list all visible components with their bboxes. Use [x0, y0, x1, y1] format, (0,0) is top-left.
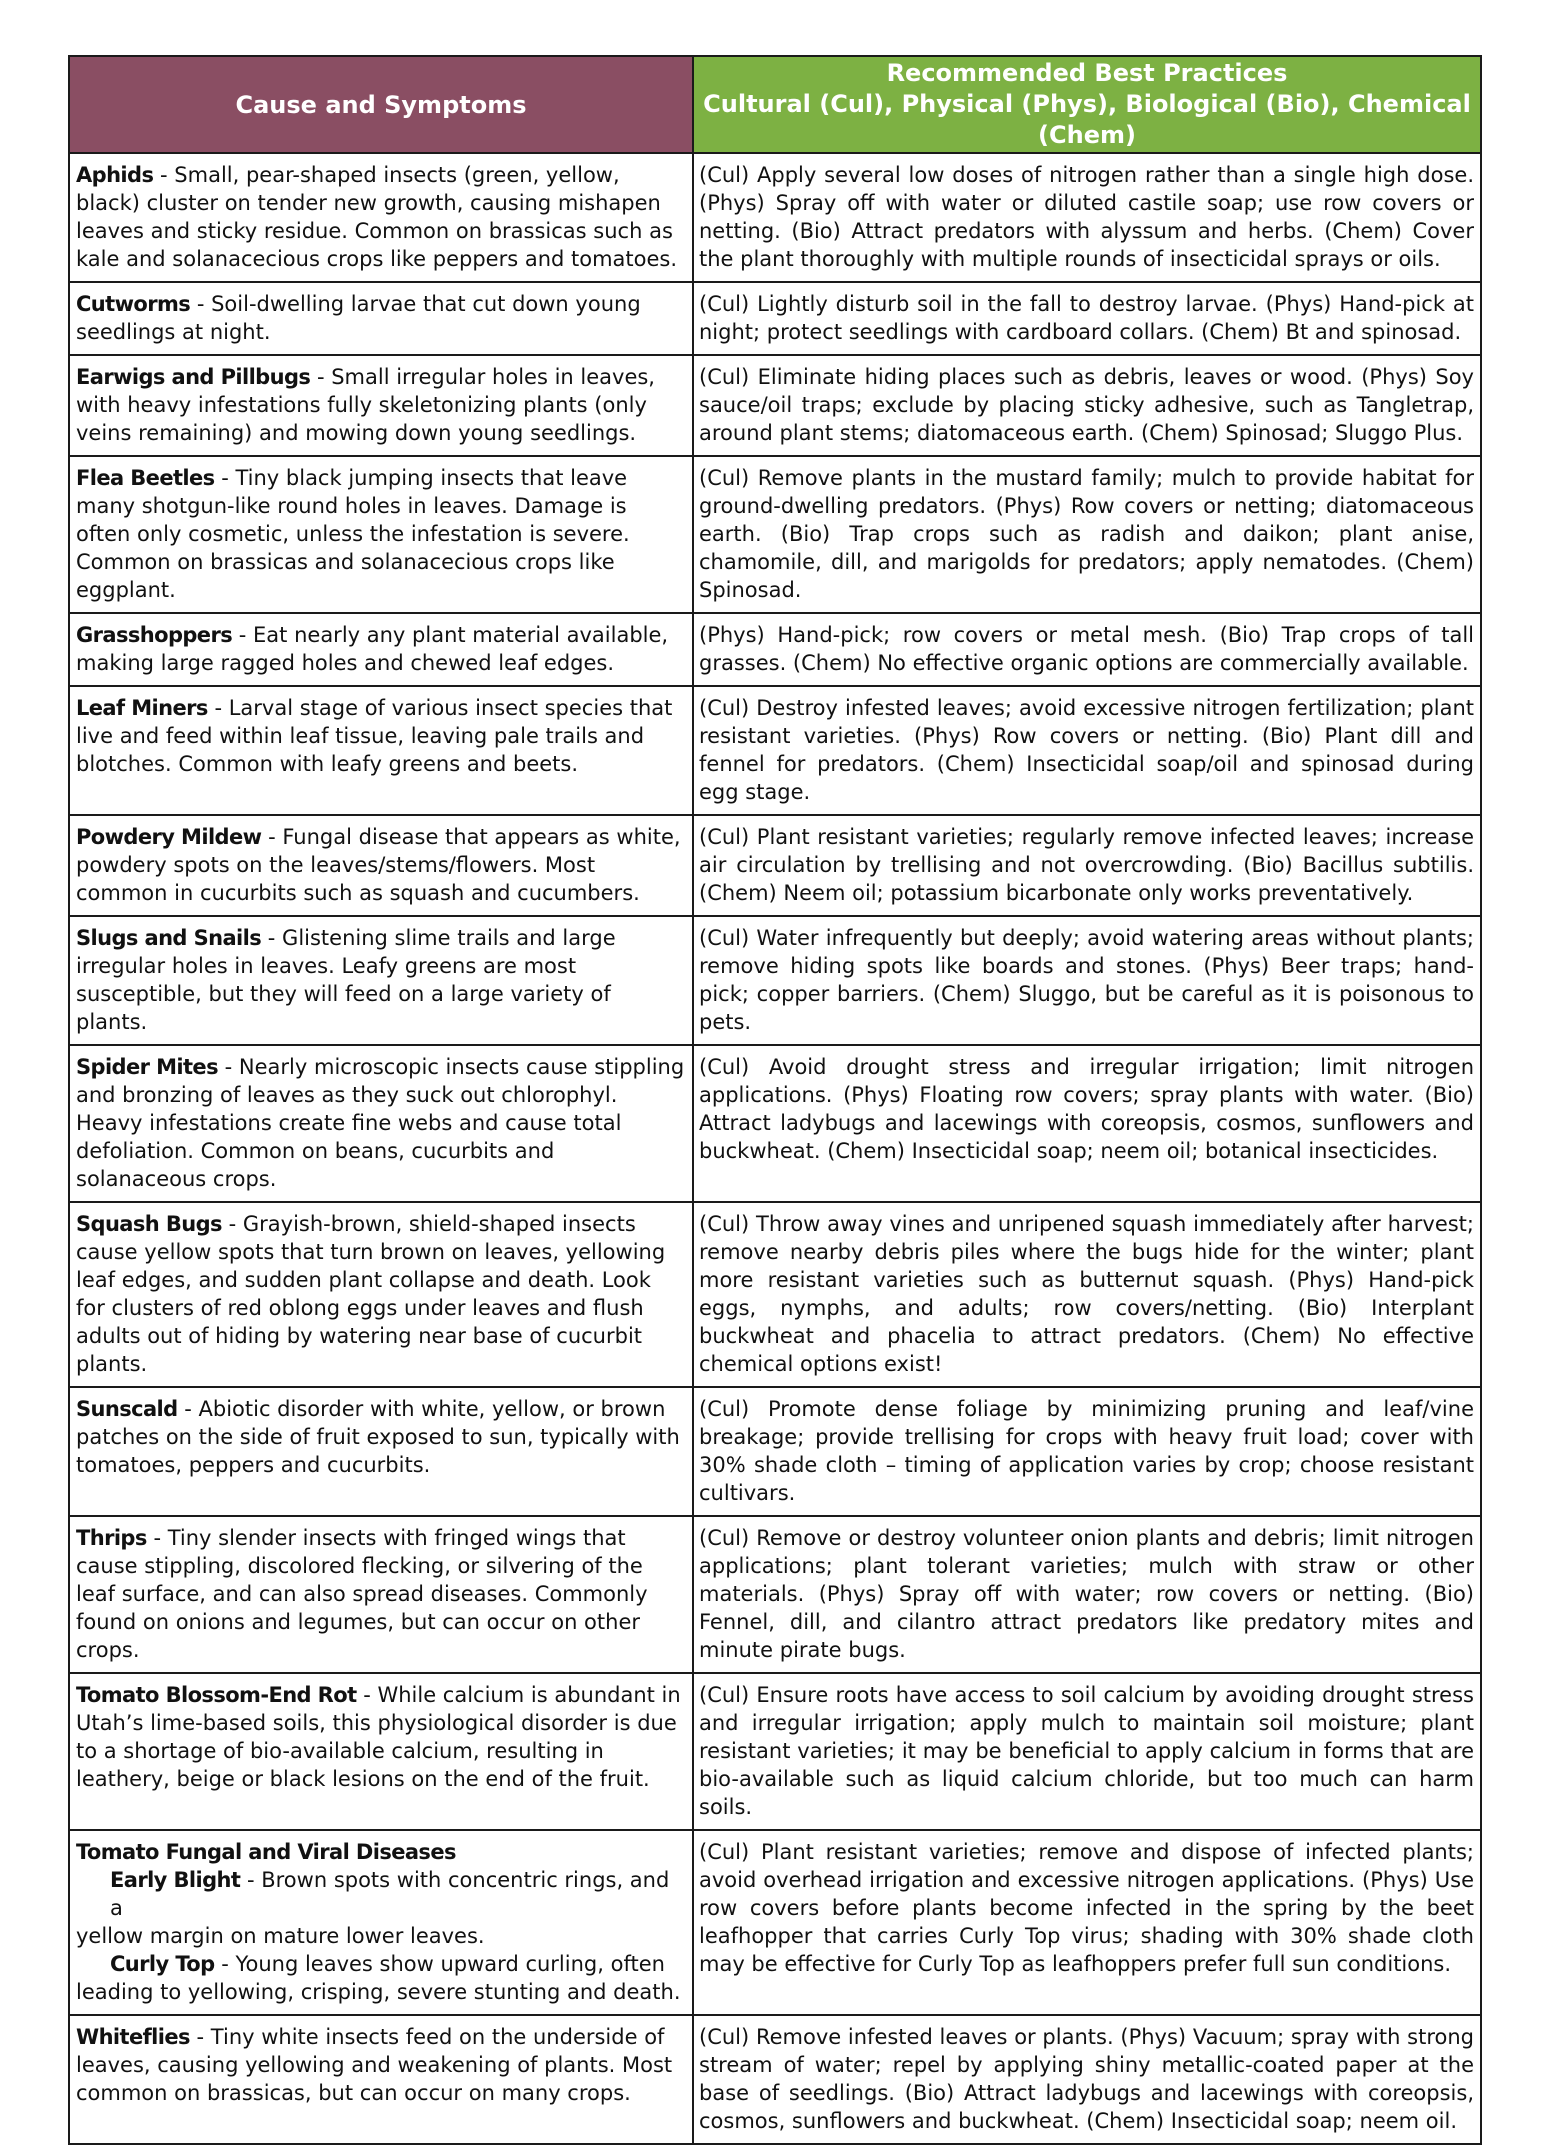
table-row — [69, 1202, 1481, 1387]
table-row — [69, 282, 1481, 355]
practices-cell: (Cul) Plant resistant varieties; remove and dispose of infected plants; avoid overhead irrigation and excessive nitrogen applications. (Phys) Use row covers before plants become infected in the spring by the beet leafhopper that carries Curly Top virus; shading with 30% shade cloth may be effective for Curly Top as leafhoppers prefer full sun conditions. — [693, 1830, 1481, 2015]
subitem-text-continued: leading to yellowing, crisping, severe stunting and death. — [76, 1980, 681, 2004]
pest-symptoms: - Grayish-brown, shield-shaped insects cause yellow spots that turn brown on leaves, yellowing leaf edges, and sudden plant collapse and death. Look for clusters of red oblong eggs under leaves and flush adults out of hiding by watering near base of cucurbit plants. — [76, 1212, 666, 1376]
pest-symptoms: - Tiny slender insects with fringed wings that cause stippling, discolored flecking, or silvering of the leaf surface, and can also spread diseases. Commonly found on onions and legumes, but can occur on other crops. — [76, 1526, 648, 1662]
pest-name: Tomato Fungal and Viral Diseases — [76, 1840, 456, 1864]
practices-cell: (Cul) Avoid drought stress and irregular irrigation; limit nitrogen applications. (Phys) Floating row covers; spray plants with water. (Bio) Attract ladybugs and lacewings with coreopsis, cosmos, sunflowers and buckwheat. (Chem) Insecticidal soap; neem oil; botanical insecticides. — [693, 1045, 1481, 1202]
pest-symptoms: - Tiny white insects feed on the underside of leaves, causing yellowing and weakening of plants. Most common on brassicas, but can occur on many crops. — [76, 2025, 673, 2105]
practices-cell: (Cul) Destroy infested leaves; avoid excessive nitrogen fertilization; plant resistant varieties. (Phys) Row covers or netting. (Bio) Plant dill and fennel for predators. (Chem) Insecticidal soap/oil and spinosad during egg stage. — [693, 686, 1481, 815]
table-row — [69, 153, 1481, 282]
pest-name: Squash Bugs — [76, 1212, 222, 1236]
pest-symptoms: - Eat nearly any plant material available, making large ragged holes and chewed leaf edges. — [76, 623, 669, 675]
pest-symptoms: - Larval stage of various insect species that live and feed within leaf tissue, leaving pale trails and blotches. Common with leafy greens and beets. — [76, 696, 673, 776]
pest-name: Flea Beetles — [76, 466, 215, 490]
pest-symptoms: - Abiotic disorder with white, yellow, or brown patches on the side of fruit exposed to sun, typically with tomatoes, peppers and cucurbits. — [76, 1397, 680, 1477]
practices-cell: (Cul) Remove or destroy volunteer onion plants and debris; limit nitrogen applications; plant tolerant varieties; mulch with straw or other materials. (Phys) Spray off with water; row covers or netting. (Bio) Fennel, dill, and cilantro attract predators like predatory mites and minute pirate bugs. — [693, 1516, 1481, 1673]
pest-name: Aphids — [76, 163, 154, 187]
table-row — [69, 355, 1481, 456]
table-row — [69, 456, 1481, 613]
cause-cell — [69, 1202, 693, 1387]
pest-symptoms: - Small, pear-shaped insects (green, yellow, black) cluster on tender new growth, causing mishapen leaves and sticky residue. Common on brassicas such as kale and solanacecious crops like peppers and tomatoes. — [76, 163, 678, 271]
header-best-practices — [693, 56, 1481, 153]
table-row — [69, 1045, 1481, 1202]
pest-name: Tomato Blossom-End Rot — [76, 1683, 357, 1707]
pest-name: Whiteflies — [76, 2025, 190, 2049]
pest-name: Thrips — [76, 1526, 147, 1550]
table-row — [69, 1830, 1481, 2015]
cause-cell — [69, 282, 693, 355]
cause-cell — [69, 1516, 693, 1673]
table-row — [69, 686, 1481, 815]
cause-cell — [69, 153, 693, 282]
practices-cell: (Cul) Remove infested leaves or plants. (Phys) Vacuum; spray with strong stream of water; repel by applying shiny metallic-coated paper at the base of seedlings. (Bio) Attract ladybugs and lacewings with coreopsis, cosmos, sunflowers and buckwheat. (Chem) Insecticidal soap; neem oil. — [693, 2015, 1481, 2144]
table-row — [69, 916, 1481, 1045]
pest-name: Leaf Miners — [76, 696, 208, 720]
subitem-text: - Brown spots with concentric rings, and a — [110, 1868, 670, 1920]
pest-name: Powdery Mildew — [76, 825, 262, 849]
subitem-early-blight — [76, 1866, 686, 1922]
pest-name: Earwigs and Pillbugs — [76, 365, 311, 389]
cause-cell — [69, 815, 693, 916]
table-row — [69, 1516, 1481, 1673]
pest-name: Grasshoppers — [76, 623, 233, 647]
pest-symptoms: - Fungal disease that appears as white, powdery spots on the leaves/stems/flowers. Most common in cucurbits such as squash and cucumbers. — [76, 825, 681, 905]
cause-cell — [69, 1830, 693, 2015]
pest-table — [68, 55, 1482, 2145]
table-row — [69, 1387, 1481, 1516]
header-best-practices-categories: Cultural (Cul), Physical (Phys), Biological (Bio), Chemical (Chem) — [703, 90, 1471, 149]
pest-symptoms: - Tiny black jumping insects that leave many shotgun-like round holes in leaves. Damage is often only cosmetic, unless the infestation is severe. Common on brassicas and solanacecious crops like eggplant. — [76, 466, 630, 602]
practices-cell: (Cul) Plant resistant varieties; regularly remove infected leaves; increase air circulation by trellising and not overcrowding. (Bio) Bacillus subtilis. (Chem) Neem oil; potassium bicarbonate only works preventatively. — [693, 815, 1481, 916]
subitem-name: Early Blight — [110, 1868, 241, 1892]
cause-cell — [69, 355, 693, 456]
pest-name: Slugs and Snails — [76, 926, 262, 950]
pest-name: Cutworms — [76, 292, 191, 316]
practices-cell: (Cul) Lightly disturb soil in the fall to destroy larvae. (Phys) Hand-pick at night; protect seedlings with cardboard collars. (Chem) Bt and spinosad. — [693, 282, 1481, 355]
pest-symptoms: - Soil-dwelling larvae that cut down young seedlings at night. — [76, 292, 641, 344]
pest-symptoms: - While calcium is abundant in Utah’s lime-based soils, this physiological disorder is due to a shortage of bio-available calcium, resulting in leathery, beige or black lesions on the end of the fruit. — [76, 1683, 681, 1791]
header-row — [69, 56, 1481, 153]
table-row — [69, 613, 1481, 686]
cause-cell — [69, 456, 693, 613]
subitem-name: Curly Top — [110, 1952, 215, 1976]
practices-cell: (Cul) Promote dense foliage by minimizing pruning and leaf/vine breakage; provide trellising for crops with heavy fruit load; cover with 30% shade cloth – timing of application varies by crop; choose resistant cultivars. — [693, 1387, 1481, 1516]
subitem-text-continued: yellow margin on mature lower leaves. — [76, 1924, 485, 1948]
subitem-text: - Young leaves show upward curling, often — [214, 1952, 665, 1976]
header-cause-and-symptoms: Cause and Symptoms — [69, 56, 693, 153]
pest-symptoms: - Glistening slime trails and large irregular holes in leaves. Leafy greens are most susceptible, but they will feed on a large variety of plants. — [76, 926, 616, 1034]
practices-cell: (Cul) Apply several low doses of nitrogen rather than a single high dose. (Phys) Spray off with water or diluted castile soap; use row covers or netting. (Bio) Attract predators with alyssum and herbs. (Chem) Cover the plant thoroughly with multiple rounds of insecticidal sprays or oils. — [693, 153, 1481, 282]
header-best-practices-title: Recommended Best Practices — [886, 59, 1288, 87]
practices-cell: (Phys) Hand-pick; row covers or metal mesh. (Bio) Trap crops of tall grasses. (Chem) No effective organic options are commercially available. — [693, 613, 1481, 686]
practices-cell: (Cul) Eliminate hiding places such as debris, leaves or wood. (Phys) Soy sauce/oil traps; exclude by placing sticky adhesive, such as Tangletrap, around plant stems; diatomaceous earth. (Chem) Spinosad; Sluggo Plus. — [693, 355, 1481, 456]
cause-cell — [69, 686, 693, 815]
practices-cell: (Cul) Water infrequently but deeply; avoid watering areas without plants; remove hiding spots like boards and stones. (Phys) Beer traps; hand-pick; copper barriers. (Chem) Sluggo, but be careful as it is poisonous to pets. — [693, 916, 1481, 1045]
cause-cell — [69, 916, 693, 1045]
subitem-curly-top — [76, 1950, 686, 1978]
practices-cell: (Cul) Throw away vines and unripened squash immediately after harvest; remove nearby debris piles where the bugs hide for the winter; plant more resistant varieties such as butternut squash. (Phys) Hand-pick eggs, nymphs, and adults; row covers/netting. (Bio) Interplant buckwheat and phacelia to attract predators. (Chem) No effective chemical options exist! — [693, 1202, 1481, 1387]
cause-cell — [69, 1673, 693, 1830]
pest-name: Sunscald — [76, 1397, 178, 1421]
practices-cell: (Cul) Remove plants in the mustard family; mulch to provide habitat for ground-dwelling predators. (Phys) Row covers or netting; diatomaceous earth. (Bio) Trap crops such as radish and daikon; plant anise, chamomile, dill, and marigolds for predators; apply nematodes. (Chem) Spinosad. — [693, 456, 1481, 613]
pest-symptoms: - Nearly microscopic insects cause stippling and bronzing of leaves as they suck out chlorophyl. Heavy infestations create fine webs and cause total defoliation. Common on beans, cucurbits and solanaceous crops. — [76, 1055, 685, 1191]
cause-cell — [69, 1387, 693, 1516]
pest-symptoms: - Small irregular holes in leaves, with heavy infestations fully skeletonizing plants (only veins remaining) and mowing down young seedlings. — [76, 365, 655, 445]
cause-cell — [69, 2015, 693, 2144]
pest-name: Spider Mites — [76, 1055, 218, 1079]
table-row — [69, 1673, 1481, 1830]
table-row — [69, 2015, 1481, 2144]
table-row — [69, 815, 1481, 916]
cause-cell — [69, 1045, 693, 1202]
practices-cell: (Cul) Ensure roots have access to soil calcium by avoiding drought stress and irregular irrigation; apply mulch to maintain soil moisture; plant resistant varieties; it may be beneficial to apply calcium in forms that are bio-available such as liquid calcium chloride, but too much can harm soils. — [693, 1673, 1481, 1830]
cause-cell — [69, 613, 693, 686]
